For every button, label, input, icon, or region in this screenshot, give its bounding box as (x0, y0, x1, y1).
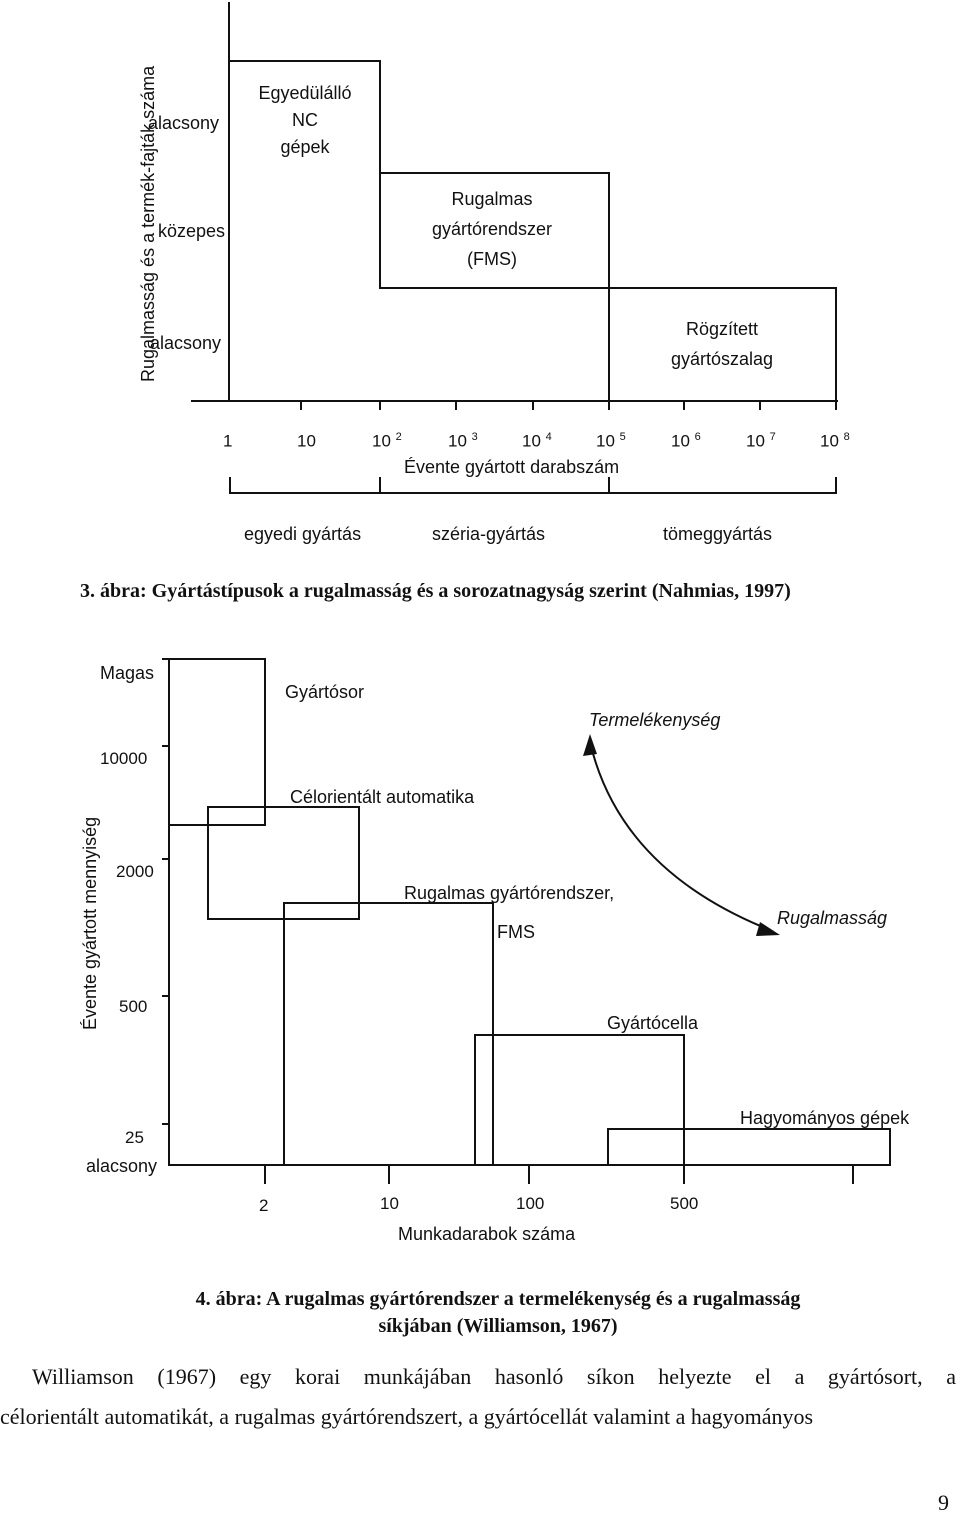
fig1-tick-label: 10 $^3$ (448, 431, 478, 451)
fig2-x-tick-label: 500 (670, 1194, 699, 1213)
fig1-step (379, 60, 381, 289)
fig1-rigid-label (652, 314, 792, 374)
fig2-y-top: Magas (100, 663, 155, 683)
fig2-x-axis-label: Munkadarabok száma (398, 1224, 576, 1244)
fig1-tick (683, 402, 685, 410)
fig1-range-bracket (379, 477, 381, 494)
fig2-y-tick-label: 2000 (116, 862, 154, 881)
nc-line3: gépek (280, 137, 330, 157)
fig1-tick-label: 10 (297, 431, 316, 451)
fig2-y-tick-label: 25 (125, 1128, 144, 1147)
fig2-x-tick (683, 1166, 685, 1184)
fig1-tick (532, 402, 534, 410)
fig2-x-tick (264, 1166, 266, 1184)
fig1-tick-label: 1 (223, 431, 233, 451)
fig2-x-tick (852, 1166, 854, 1184)
fig1-tick-label: 10 $^4$ (522, 431, 552, 451)
transfer-line-box (168, 658, 266, 826)
fig1-range-bracket (229, 492, 837, 494)
productivity-label: Termelékenység (589, 710, 721, 730)
fig1-level-mid: közepes (158, 221, 226, 241)
fig1-tick (759, 402, 761, 410)
fig1-step (379, 172, 609, 174)
traditional-machines-box (607, 1128, 891, 1166)
fig1-fms-label (412, 184, 572, 274)
paragraph-line-1: Williamson (1967) egy korai munkájában hasonló síkon helyezte el a gyártósort, a (32, 1364, 956, 1389)
fig1-nc-label (240, 80, 370, 161)
fig1-tick (835, 402, 837, 410)
fig2-x-tick (388, 1166, 390, 1184)
transfer-line-label: Gyártósor (285, 682, 365, 702)
fig1-level-bottom: alacsony (150, 333, 222, 353)
fig1-caption: 3. ábra: Gyártástípusok a rugalmasság és a sorozatnagyság szerint (Nahmias, 1997) (80, 580, 791, 602)
fig1-range-bracket (608, 477, 610, 494)
fig1-y-axis-label: Rugalmasság és a termék-fajták száma (138, 65, 158, 382)
fms-box (283, 902, 494, 1166)
flexibility-label: Rugalmasság (777, 908, 888, 928)
fig1-tick-label: 10 $^5$ (596, 431, 626, 451)
fig1-range-mass: tömeggyártás (663, 524, 773, 544)
fig1-level-top: alacsony (148, 113, 220, 133)
rigid-line2: gyártószalag (670, 349, 774, 369)
fig1-tick (608, 402, 610, 410)
fig1-tick (455, 402, 457, 410)
fig2-caption-line1: 4. ábra: A rugalmas gyártórendszer a termelékenység és a rugalmasság (195, 1288, 801, 1310)
page-number: 9 (938, 1490, 949, 1515)
rigid-line1: Rögzített (685, 319, 759, 339)
fig1-y-axis (228, 2, 230, 402)
fms-label-line1: Rugalmas gyártórendszer, (404, 883, 615, 903)
nc-line1: Egyedülálló (258, 83, 352, 103)
fig1-tick (300, 402, 302, 410)
fig1-tick-label: 10 $^2$ (372, 431, 402, 451)
fig2-x-tick-label: 10 (380, 1194, 399, 1213)
productivity-flexibility-arrow-icon (570, 730, 800, 950)
traditional-machines-label: Hagyományos gépek (740, 1108, 910, 1128)
fig1-step (228, 60, 380, 62)
fig1-tick-label: 10 $^8$ (820, 431, 850, 451)
fms-line1: Rugalmas (451, 189, 533, 209)
fig2-x-tick-label: 100 (516, 1194, 545, 1213)
fig2-caption-line2: síkjában (Williamson, 1967) (378, 1315, 618, 1337)
fig1-range-single: egyedi gyártás (244, 524, 362, 544)
fig1-range-bracket (229, 477, 231, 494)
fig1-x-axis-label: Évente gyártott darabszám (404, 457, 620, 477)
fig1-tick-label: 10 $^6$ (671, 431, 701, 451)
paragraph-line-2: célorientált automatikát, a rugalmas gyártórendszert, a gyártócellát valamint a hagyományos (0, 1404, 814, 1429)
fig2-y-tick-label: 500 (119, 997, 148, 1016)
dedicated-automation-label: Célorientált automatika (290, 787, 475, 807)
fig1-x-axis (191, 400, 838, 402)
fig1-tick (379, 402, 381, 410)
fig1-range-batch: széria-gyártás (432, 524, 546, 544)
fig1-tick-label: 10 $^7$ (746, 431, 776, 451)
fig2-y-axis-label: Évente gyártott mennyiség (80, 816, 100, 1030)
nc-line2: NC (292, 110, 318, 130)
fms-line2: gyártórendszer (431, 219, 553, 239)
fig2-x-tick-label: 2 (259, 1196, 269, 1215)
fms-line3: (FMS) (467, 249, 517, 269)
fig2-caption (0, 1286, 960, 1340)
fig2-x-tick (528, 1166, 530, 1184)
fms-label-line2: FMS (497, 922, 535, 942)
fig1-step (379, 287, 836, 289)
fig1-range-bracket (835, 477, 837, 494)
manufacturing-cell-label: Gyártócella (607, 1013, 699, 1033)
fig2-y-tick-label: 10000 (100, 749, 148, 768)
fig2-y-bottom: alacsony (86, 1156, 158, 1176)
fig1-step (835, 287, 837, 402)
